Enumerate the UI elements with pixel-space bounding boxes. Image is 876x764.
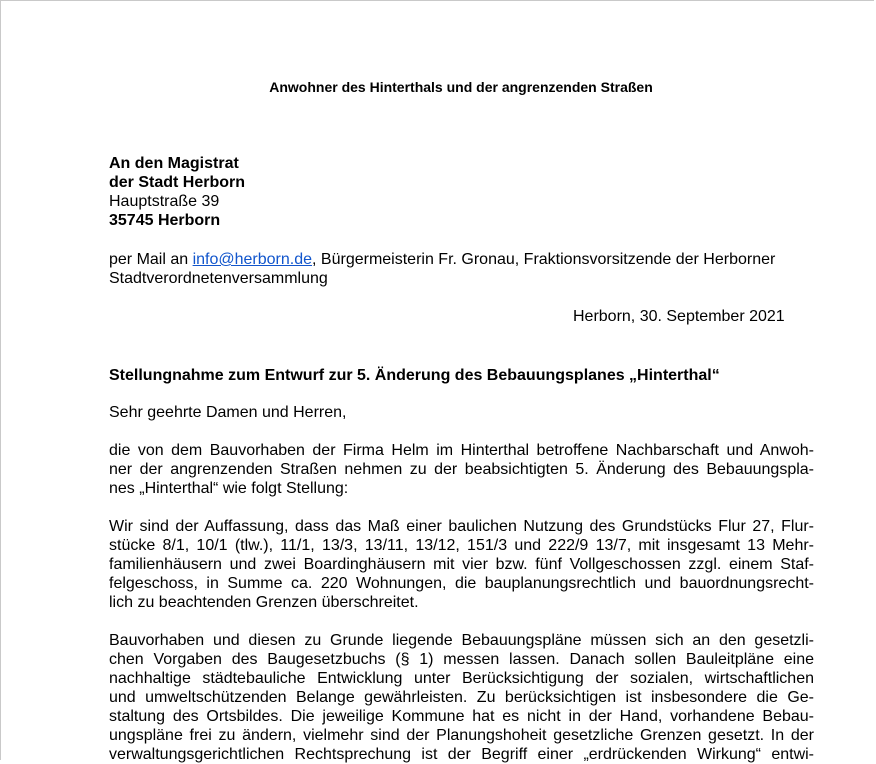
letter-date: Herborn, 30. September 2021 bbox=[573, 308, 785, 325]
mail-prefix: per Mail an bbox=[109, 251, 193, 268]
recipient-street: Hauptstraße 39 bbox=[109, 193, 220, 210]
paragraph-line: felgeschoss, in Summe ca. 220 Wohnungen, die bauplanungsrechtlich und bauordnungsrecht- bbox=[109, 575, 814, 592]
paragraph-line: Bauvorhaben und diesen zu Grunde liegende Bebauungspläne müssen sich an den gesetzli- bbox=[109, 632, 814, 649]
paragraph-line: Wir sind der Auffassung, dass das Maß einer baulichen Nutzung des Grundstücks Flur 27, Flur- bbox=[109, 518, 814, 535]
salutation: Sehr geehrte Damen und Herren, bbox=[109, 404, 347, 421]
paragraph-line: verwaltungsgerichtlichen Rechtsprechung ist der Begriff einer „erdrückenden Wirkung“ entwi- bbox=[109, 746, 814, 763]
recipient-line1: An den Magistrat bbox=[109, 155, 239, 172]
paragraph-line: nes „Hinterthal“ wie folgt Stellung: bbox=[109, 480, 349, 497]
mail-rest: , Bürgermeisterin Fr. Gronau, Fraktionsvorsitzende der Herborner bbox=[312, 251, 776, 268]
paragraph-line: und umweltschützenden Belange gewährleisten. Zu berücksichtigen ist insbesondere die Ge- bbox=[109, 689, 814, 706]
paragraph-2 bbox=[109, 517, 814, 612]
paragraph-line: ner der angrenzenden Straßen nehmen zu der beabsichtigten 5. Änderung des Bebauungspla- bbox=[109, 461, 814, 478]
mail-recipients bbox=[109, 250, 829, 288]
paragraph-line: staltung des Ortsbildes. Die jeweilige Kommune hat es nicht in der Hand, vorhandene Bebau- bbox=[109, 708, 814, 725]
paragraph-line: chen Vorgaben des Baugesetzbuchs (§ 1) messen lassen. Danach sollen Bauleitpläne eine bbox=[109, 651, 814, 668]
paragraph-3 bbox=[109, 631, 814, 764]
paragraph-line: stücke 8/1, 10/1 (tlw.), 11/1, 13/3, 13/11, 13/12, 151/3 und 222/9 13/7, mit insgesamt 13 Mehr- bbox=[109, 537, 814, 554]
paragraph-line: die von dem Bauvorhaben der Firma Helm im Hinterthal betroffene Nachbarschaft und Anwoh- bbox=[109, 442, 814, 459]
document-header: Anwohner des Hinterthals und der angrenzenden Straßen bbox=[269, 79, 653, 95]
recipient-line2: der Stadt Herborn bbox=[109, 174, 246, 191]
paragraph-line: familienhäusern und zwei Boardinghäusern mit vier bzw. fünf Vollgeschossen zzgl. einem Staf- bbox=[109, 556, 814, 573]
mail-line2: Stadtverordnetenversammlung bbox=[109, 270, 328, 287]
paragraph-line: ungspläne frei zu ändern, vielmehr sind der Planungshoheit gesetzliche Grenzen gesetzt. In der bbox=[109, 727, 814, 744]
paragraph-1 bbox=[109, 441, 814, 498]
email-link[interactable]: info@herborn.de bbox=[192, 251, 313, 268]
letter-subject: Stellungnahme zum Entwurf zur 5. Änderung des Bebauungsplanes „Hinterthal“ bbox=[109, 367, 720, 384]
recipient-city: 35745 Herborn bbox=[109, 212, 221, 229]
paragraph-line: nachhaltige städtebauliche Entwicklung unter Berücksichtigung der sozialen, wirtschaftlichen bbox=[109, 670, 814, 687]
recipient-address bbox=[109, 154, 245, 230]
paragraph-line: lich zu beachtenden Grenzen überschreitet. bbox=[109, 594, 419, 611]
